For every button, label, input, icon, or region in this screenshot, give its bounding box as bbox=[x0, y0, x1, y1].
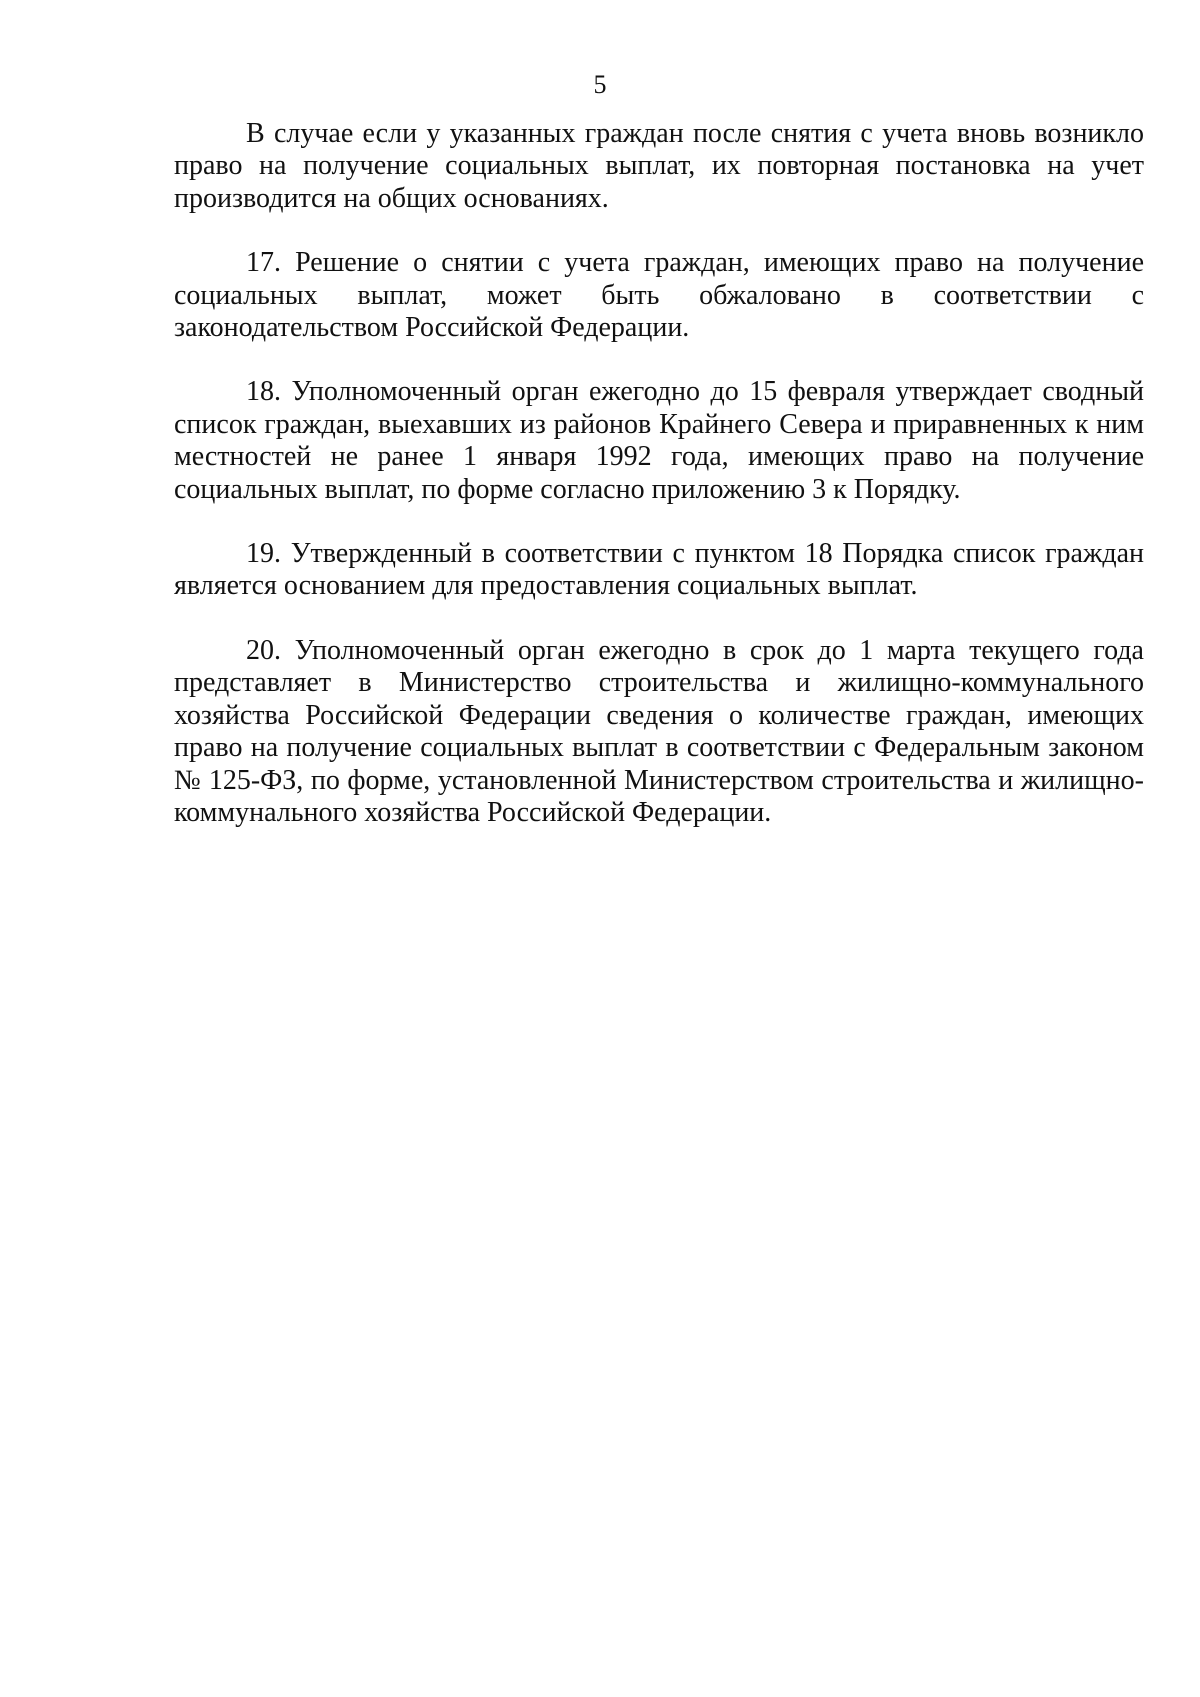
paragraph-19-basis: 19. Утвержденный в соответствии с пунктом 18 Порядка список граждан является основанием для предоставления социальных выплат. bbox=[174, 538, 1144, 602]
paragraph-17-appeal: 17. Решение о снятии с учета граждан, имеющих право на получение социальных выплат, может быть обжаловано в соответствии с законодательством Российской Федерации. bbox=[174, 247, 1144, 344]
paragraph-reregistration: В случае если у указанных граждан после снятия с учета вновь возникло право на получение социальных выплат, их повторная постановка на учет производится на общих основаниях. bbox=[174, 118, 1144, 214]
document-body bbox=[174, 118, 1144, 861]
paragraph-18-consolidated-list: 18. Уполномоченный орган ежегодно до 15 февраля утверждает сводный список граждан, выехавших из районов Крайнего Севера и приравненных к ним местностей не ранее 1 января 1992 года, имеющих право на получение социальных выплат, по форме согласно приложению 3 к Порядку. bbox=[174, 376, 1144, 505]
paragraph-20-report: 20. Уполномоченный орган ежегодно в срок до 1 марта текущего года представляет в Министерство строительства и жилищно-коммунального хозяйства Российской Федерации сведения о количестве граждан, имеющих право на получение социальных выплат в соответствии с Федеральным законом № 125-ФЗ, по форме, установленной Министерством строительства и жилищно-коммунального хозяйства Российской Федерации. bbox=[174, 634, 1144, 828]
page-number: 5 bbox=[593, 70, 607, 99]
